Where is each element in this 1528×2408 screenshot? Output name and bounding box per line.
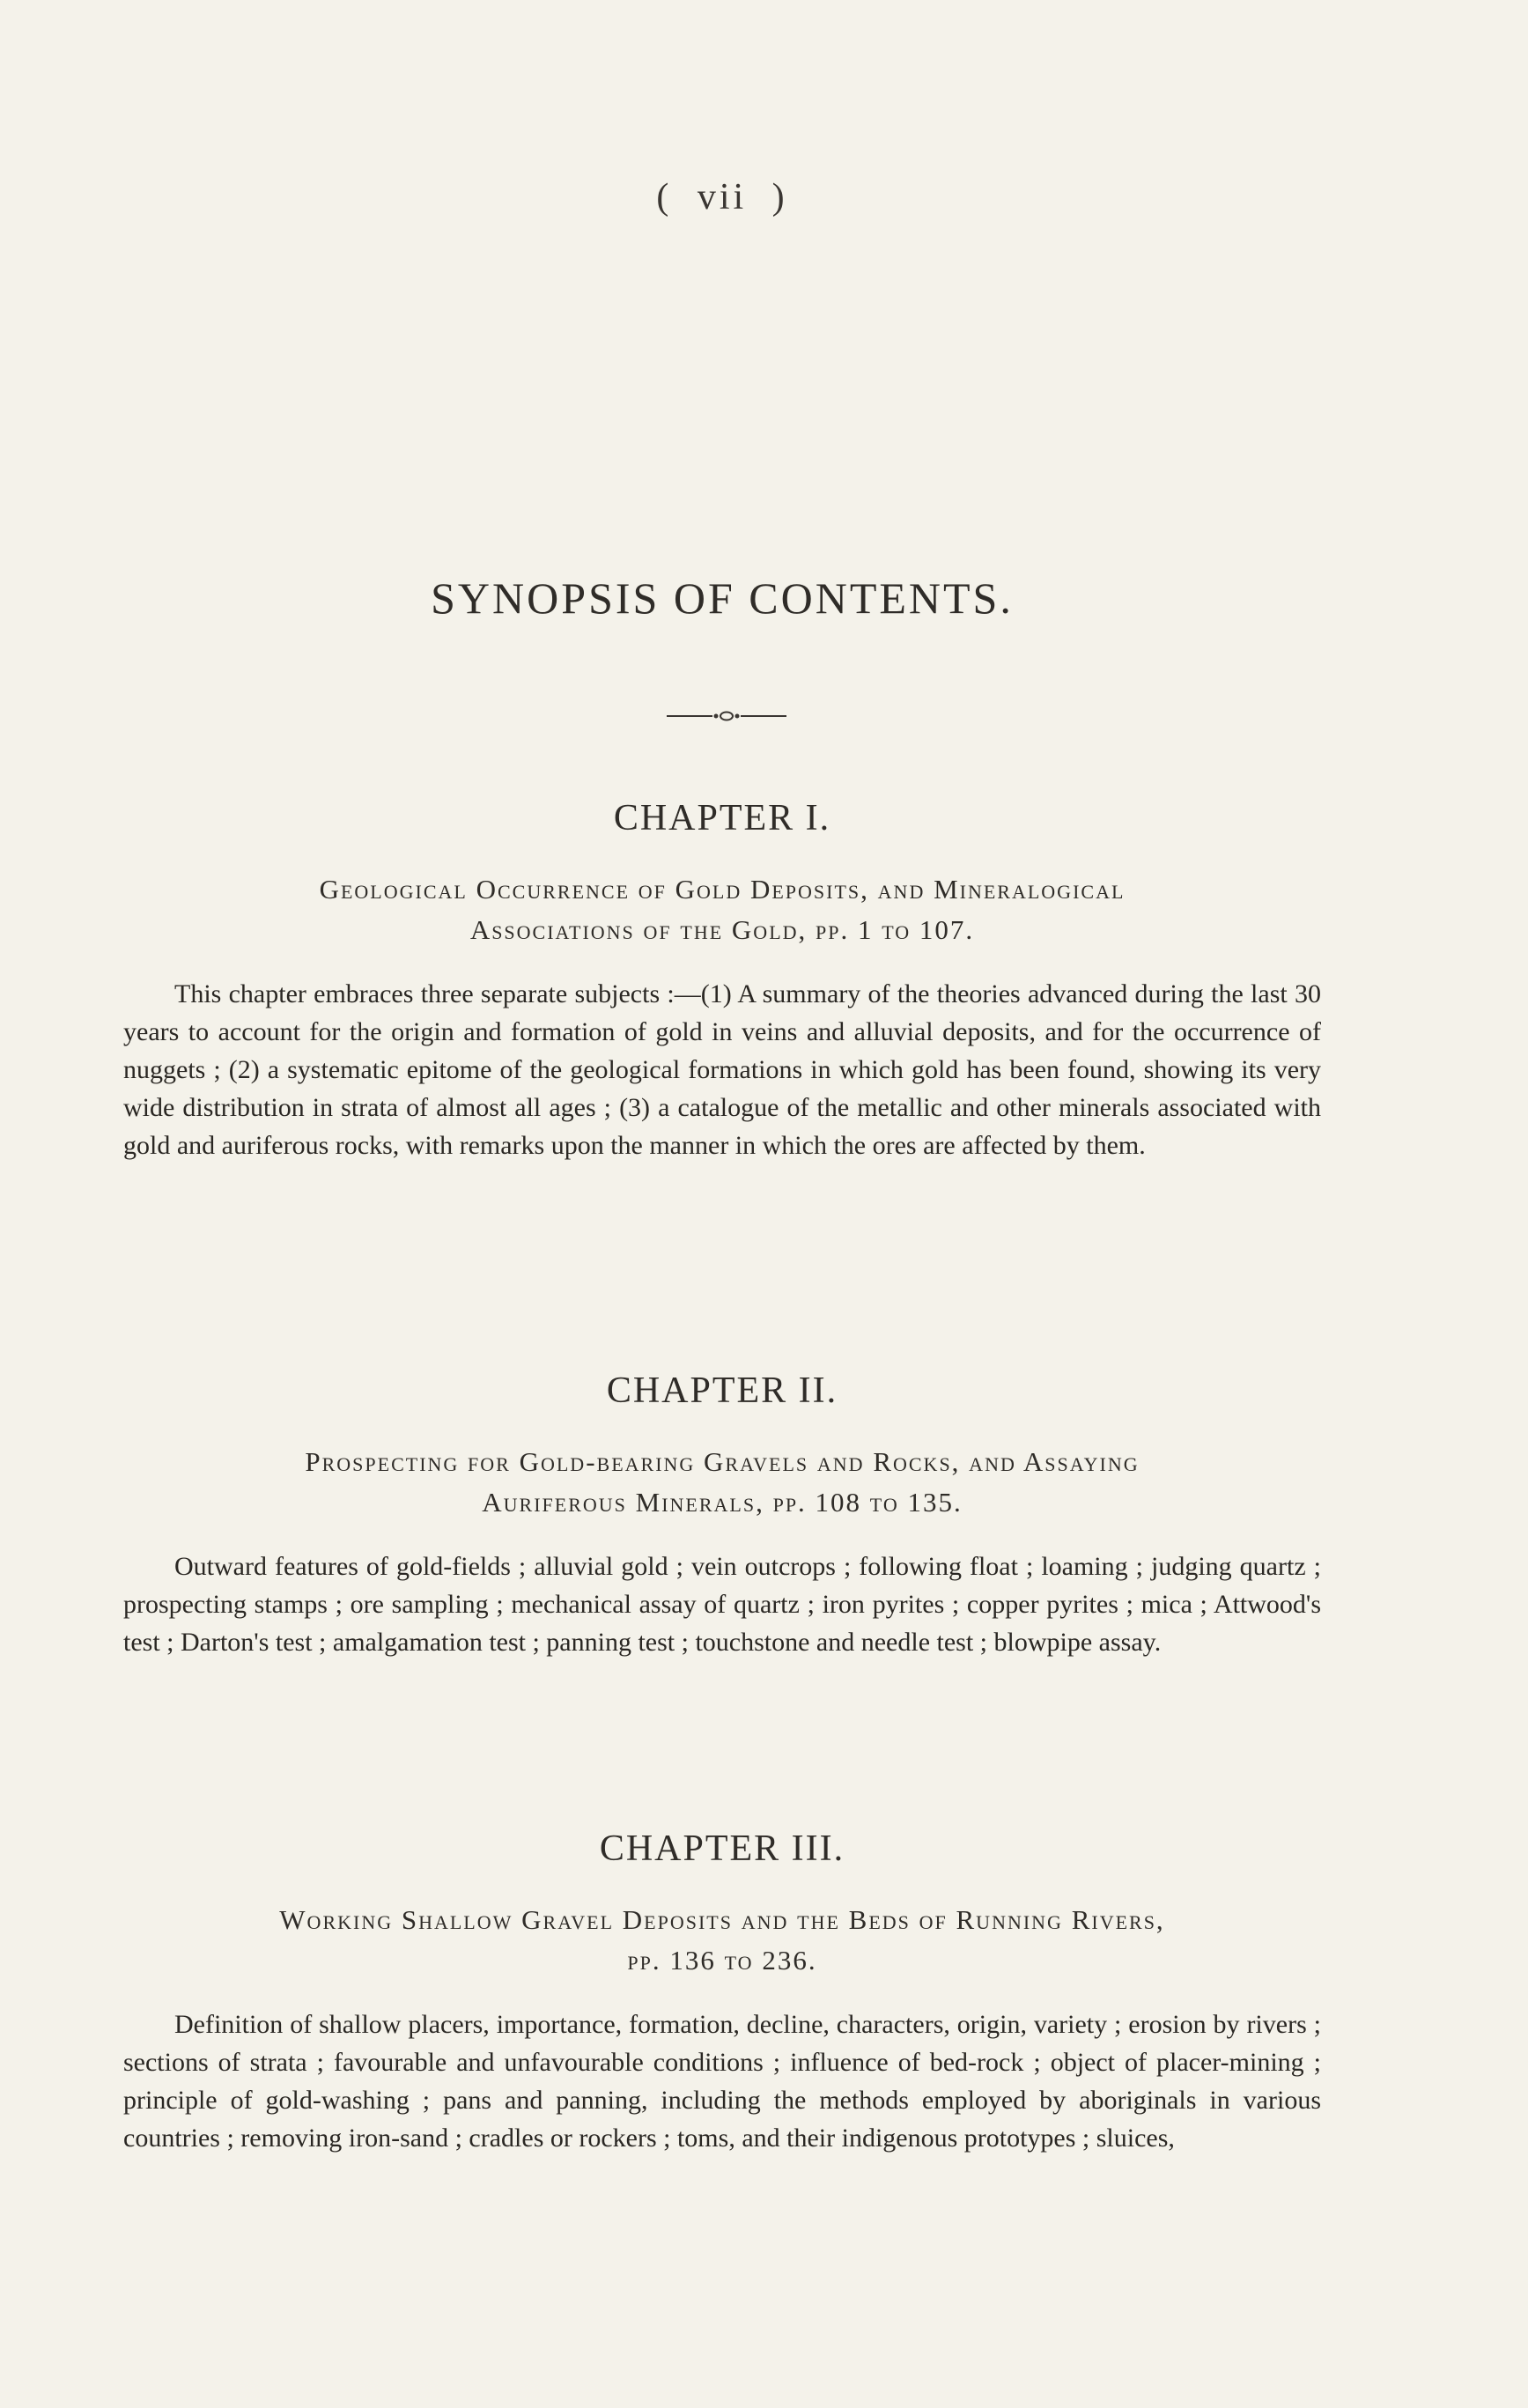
chapter-2-section [123, 1370, 1321, 1688]
chapter-subtitle-line: Geological Occurrence of Gold Deposits, and Mineralogical [319, 874, 1126, 905]
chapter-subtitle-line: pp. 136 to 236. [627, 1945, 817, 1976]
chapter-heading: CHAPTER II. [606, 1370, 838, 1411]
page-title: SYNOPSIS OF CONTENTS. [431, 573, 1014, 623]
chapter-summary: Definition of shallow placers, importance, formation, decline, characters, origin, variety ; erosion by rivers ; sections of strata ; favourable and unfavourable conditions ; influence of bed-rock ; object of placer-mining ; principle of gold-washing ; pans and panning, including the methods employed by aboriginals in various countries ; removing iron-sand ; cradles or rockers ; toms, and their indigenous prototypes ; sluices, [123, 2010, 1321, 2153]
chapter-subtitle-line: Associations of the Gold, pp. 1 to 107. [469, 914, 975, 945]
chapter-subtitle [123, 1900, 1321, 1981]
chapter-summary: Outward features of gold-fields ; alluvial gold ; vein outcrops ; following float ; loaming ; judging quartz ; prospecting stamps ; ore sampling ; mechanical assay of quartz ; iron pyrites ; copper pyrites ; mica ; Attwood's test ; Darton's test ; amalgamation test ; panning test ; touchstone and needle test ; blowpipe assay. [123, 1552, 1321, 1657]
chapter-subtitle-line: Auriferous Minerals, pp. 108 to 135. [482, 1487, 963, 1518]
chapter-3-section [123, 1828, 1321, 2183]
chapter-subtitle [123, 869, 1321, 950]
chapter-subtitle-line: Prospecting for Gold-bearing Gravels and Rocks, and Assaying [305, 1446, 1140, 1477]
dash-ornament-icon [667, 710, 786, 722]
chapter-subtitle [123, 1442, 1321, 1523]
chapter-heading: CHAPTER I. [613, 798, 831, 838]
chapter-subtitle-line: Working Shallow Gravel Deposits and the Beds of Running Rivers, [279, 1904, 1165, 1935]
chapter-heading: CHAPTER III. [599, 1828, 845, 1869]
chapter-summary: This chapter embraces three separate subjects :—(1) A summary of the theories advanced during the last 30 years to account for the origin and formation of gold in veins and alluvial deposits, and for the occurrence of nuggets ; (2) a systematic epitome of the geological formations in which gold has been found, showing its very wide distribution in strata of almost all ages ; (3) a catalogue of the metallic and other minerals associated with gold and auriferous rocks, with remarks upon the manner in which the ores are affected by them. [123, 979, 1321, 1160]
page-number: ( vii ) [656, 177, 788, 218]
chapter-1-section [123, 797, 1321, 1191]
